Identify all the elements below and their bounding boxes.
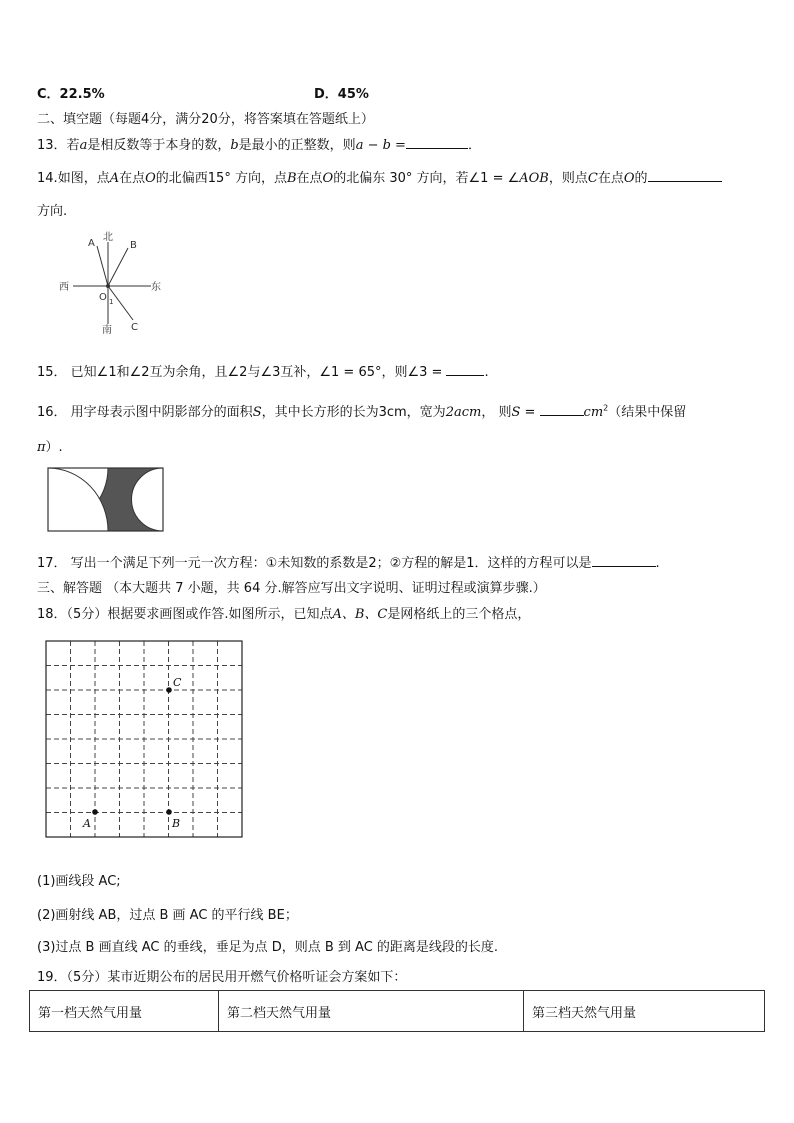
point-c [166, 687, 172, 693]
question-18: 18．（5分）根据要求画图或作答.如图所示，已知点A、B、C是网格纸上的三个格点， [37, 607, 531, 622]
point-o [106, 284, 110, 288]
question-18-part-3: (3)过点 B 画直线 AC 的垂线，垂足为点 D，则点 B 到 AC 的距离是线段的长度. [37, 940, 499, 955]
section-2-heading: 二、填空题（每题4分，满分20分，将答案填在答题纸上） [37, 112, 374, 127]
ray-oa [97, 246, 108, 286]
question-18-part-1: (1)画线段 AC; [37, 874, 121, 889]
label-o: O [99, 292, 107, 303]
label-a: A [88, 238, 95, 249]
label-b: B [172, 817, 181, 830]
option-c: C．22.5% [37, 87, 105, 102]
section-3-heading: 三、解答题 （本大题共 7 小题，共 64 分.解答应写出文字说明、证明过程或演算步骤.） [37, 581, 546, 596]
ray-ob [108, 248, 128, 286]
question-17: 17． 写出一个满足下列一元一次方程：①未知数的系数是2；②方程的解是1．这样的方程可以是 . [37, 556, 660, 571]
answer-blank [446, 363, 484, 376]
label-c: C [173, 676, 182, 689]
label-north: 北 [103, 232, 113, 243]
grid-figure [45, 640, 245, 840]
question-16: 16． 用字母表示图中阴影部分的面积S，其中长方形的长为3cm，宽为2acm， 则$S = cm^2$（结果中保留 [37, 403, 687, 420]
question-15: 15． 已知∠1和∠2互为余角，且∠2与∠3互补，∠1 = 65°，则∠3 = . [37, 365, 489, 380]
answer-blank [540, 403, 584, 416]
label-angle-1: 1 [109, 298, 114, 306]
option-d: D．45% [314, 87, 369, 102]
table-header-cell: 第一档天然气用量 [30, 991, 219, 1032]
label-west: 西 [59, 282, 69, 293]
question-14-line2: 方向. [37, 204, 68, 219]
label-c: C [131, 322, 138, 333]
label-a: A [83, 817, 91, 830]
question-18-part-2: (2)画射线 AB，过点 B 画 AC 的平行线 BE； [37, 908, 298, 923]
point-a [92, 809, 98, 815]
label-east: 东 [151, 282, 161, 293]
table-row [30, 991, 765, 1032]
table-header-cell: 第二档天然气用量 [219, 991, 524, 1032]
gas-price-table [29, 990, 765, 1032]
question-14: 14.如图，点A在点O的北偏西15° 方向，点B在点O的北偏东 30° 方向，若∠1 = ∠AOB，则点C在点O的 [37, 167, 722, 186]
answer-blank [592, 554, 656, 567]
point-b [166, 809, 172, 815]
question-13: 13．若a是相反数等于本身的数，b是最小的正整数，则a − b = ． [37, 138, 481, 153]
answer-blank [648, 169, 722, 182]
compass-diagram [55, 228, 165, 336]
answer-blank [406, 136, 468, 149]
label-b: B [130, 240, 137, 251]
label-south: 南 [102, 325, 112, 336]
table-header-cell: 第三档天然气用量 [524, 991, 765, 1032]
question-19: 19．（5分）某市近期公布的居民用开燃气价格听证会方案如下： [37, 970, 407, 985]
shaded-area-figure [47, 467, 165, 533]
question-16-line2: π）. [37, 440, 63, 455]
